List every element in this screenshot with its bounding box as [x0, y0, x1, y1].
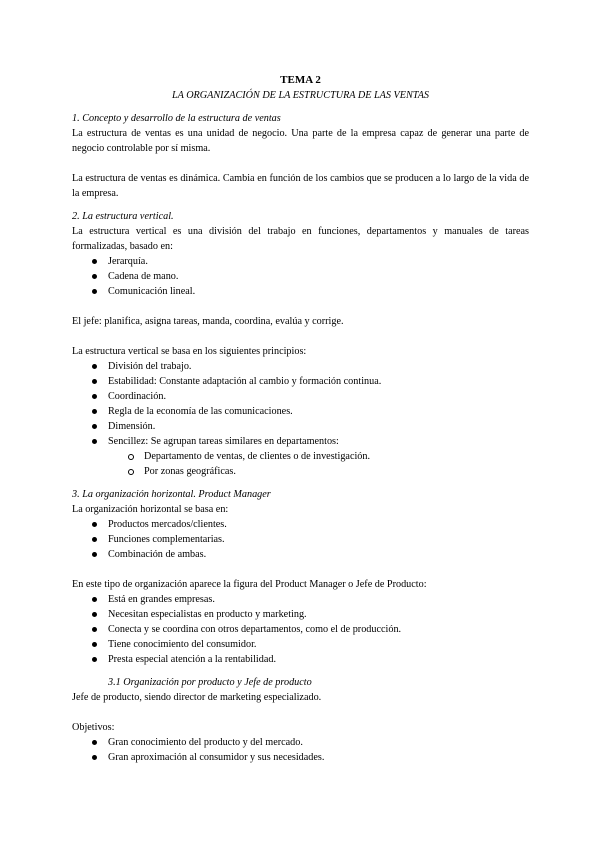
list-item: Departamento de ventas, de clientes o de investigación.	[72, 449, 529, 464]
objetivos-list	[72, 735, 529, 765]
objetivos-label: Objetivos:	[72, 722, 115, 733]
list-item: División del trabajo.	[72, 359, 529, 374]
section-2-title: 2. La estructura vertical.	[72, 211, 174, 222]
list-item: Regla de la economía de las comunicaciones.	[72, 404, 529, 419]
list-item: Dimensión.	[72, 419, 529, 434]
list-item: Tiene conocimiento del consumidor.	[72, 637, 529, 652]
section-3-pm-intro: En este tipo de organización aparece la figura del Product Manager o Jefe de Producto:	[72, 579, 427, 590]
section-2-sub-principles-list	[72, 449, 529, 479]
section-2-basis-list	[72, 254, 529, 299]
list-item: Está en grandes empresas.	[72, 592, 529, 607]
list-item: Necesitan especialistas en producto y marketing.	[72, 607, 529, 622]
section-3-1-title: 3.1 Organización por producto y Jefe de producto	[108, 677, 312, 688]
list-item: Funciones complementarias.	[72, 532, 529, 547]
list-item: Combinación de ambas.	[72, 547, 529, 562]
list-item: Jerarquía.	[72, 254, 529, 269]
section-3-intro: La organización horizontal se basa en:	[72, 504, 229, 515]
document-heading: TEMA 2	[280, 74, 321, 86]
section-1-title: 1. Concepto y desarrollo de la estructura de ventas	[72, 113, 281, 124]
list-item: Productos mercados/clientes.	[72, 517, 529, 532]
section-2-principles-list	[72, 359, 529, 449]
list-item: Gran aproximación al consumidor y sus necesidades.	[72, 750, 529, 765]
list-item: Conecta y se coordina con otros departamentos, como el de producción.	[72, 622, 529, 637]
list-item: Coordinación.	[72, 389, 529, 404]
list-item: Gran conocimiento del producto y del mercado.	[72, 735, 529, 750]
section-3-pm-list	[72, 592, 529, 667]
section-2-jefe-line: El jefe: planifica, asigna tareas, manda, coordina, evalúa y corrige.	[72, 316, 344, 327]
list-item: Cadena de mano.	[72, 269, 529, 284]
section-1-paragraph-2: La estructura de ventas es dinámica. Cambia en función de los cambios que se producen a lo largo de la vida de la empresa.	[72, 173, 529, 199]
list-item: Estabilidad: Constante adaptación al cambio y formación continua.	[72, 374, 529, 389]
section-3-1-paragraph: Jefe de producto, siendo director de marketing especializado.	[72, 692, 322, 703]
section-2-principles-intro: La estructura vertical se basa en los siguientes principios:	[72, 346, 307, 357]
section-2-intro: La estructura vertical es una división del trabajo en funciones, departamentos y manuales de tareas formalizadas, basado en:	[72, 226, 529, 252]
list-item: Sencillez: Se agrupan tareas similares en departamentos:	[72, 434, 529, 449]
list-item: Presta especial atención a la rentabilidad.	[72, 652, 529, 667]
section-1-paragraph-1: La estructura de ventas es una unidad de negocio. Una parte de la empresa capaz de generar una parte de negocio controlable por sí misma.	[72, 128, 529, 154]
document-content	[72, 73, 529, 765]
list-item: Por zonas geográficas.	[72, 464, 529, 479]
list-item: Comunicación lineal.	[72, 284, 529, 299]
section-3-basis-list	[72, 517, 529, 562]
section-3-title: 3. La organización horizontal. Product Manager	[72, 489, 271, 500]
document-subtitle: LA ORGANIZACIÓN DE LA ESTRUCTURA DE LAS VENTAS	[171, 90, 430, 101]
